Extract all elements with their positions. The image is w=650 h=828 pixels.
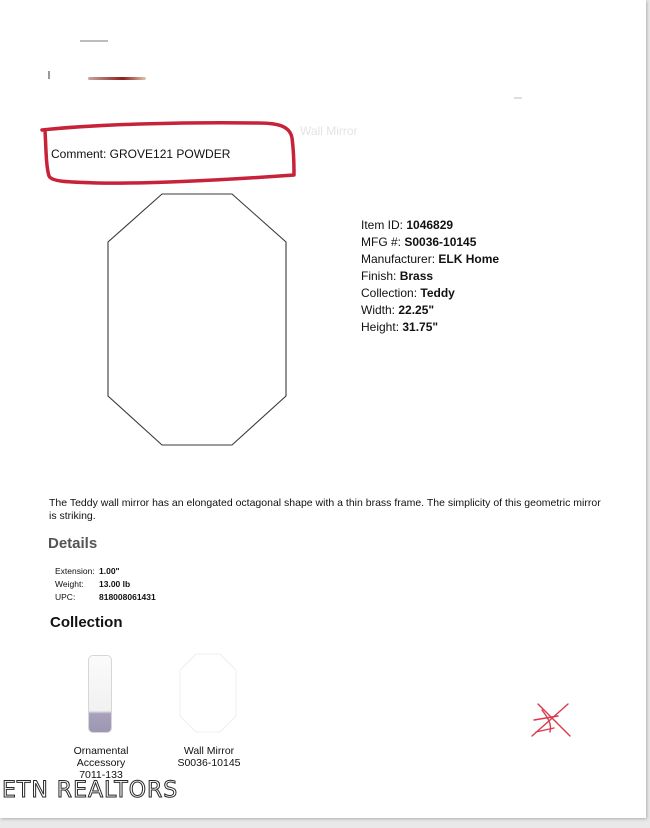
details-row-weight: Weight: 13.00 lb — [55, 579, 131, 589]
collection-item-ornamental-accessory: Ornamental Accessory 7011-133 — [73, 745, 129, 781]
comment-text: Comment: GROVE121 POWDER — [51, 147, 231, 161]
red-scribble-stamp — [528, 698, 574, 740]
collection-heading: Collection — [50, 614, 123, 631]
spec-finish: Finish: Brass — [361, 269, 434, 283]
spec-width: Width: 22.25" — [361, 303, 435, 317]
wall-mirror-thumbnail — [178, 652, 238, 734]
details-row-upc: UPC: 818008061431 — [55, 592, 156, 602]
spec-manufacturer: Manufacturer: ELK Home — [361, 252, 500, 266]
product-description: The Teddy wall mirror has an elongated octagonal shape with a thin brass frame. The simplicity of this geometric mirror is striking. — [49, 497, 601, 522]
ornamental-accessory-thumbnail — [88, 655, 112, 733]
spec-collection: Collection: Teddy — [361, 286, 455, 300]
realtors-watermark: ETN REALTORS — [2, 778, 179, 803]
spec-mfg-number: MFG #: S0036-10145 — [361, 235, 477, 249]
octagonal-mirror-image — [104, 192, 288, 448]
spec-item-id: Item ID: 1046829 — [361, 218, 454, 232]
scan-mark — [514, 97, 522, 99]
faint-product-title: Wall Mirror — [300, 124, 358, 138]
scan-mark — [48, 71, 50, 79]
details-row-extension: Extension: 1.00" — [55, 566, 120, 576]
spec-height: Height: 31.75" — [361, 320, 439, 334]
scan-mark — [80, 40, 108, 42]
details-table — [55, 565, 156, 604]
collection-item-wall-mirror: Wall Mirror S0036-10145 — [177, 745, 241, 769]
details-heading: Details — [48, 535, 98, 552]
scan-mark — [88, 77, 146, 80]
product-spec-list — [361, 217, 499, 336]
